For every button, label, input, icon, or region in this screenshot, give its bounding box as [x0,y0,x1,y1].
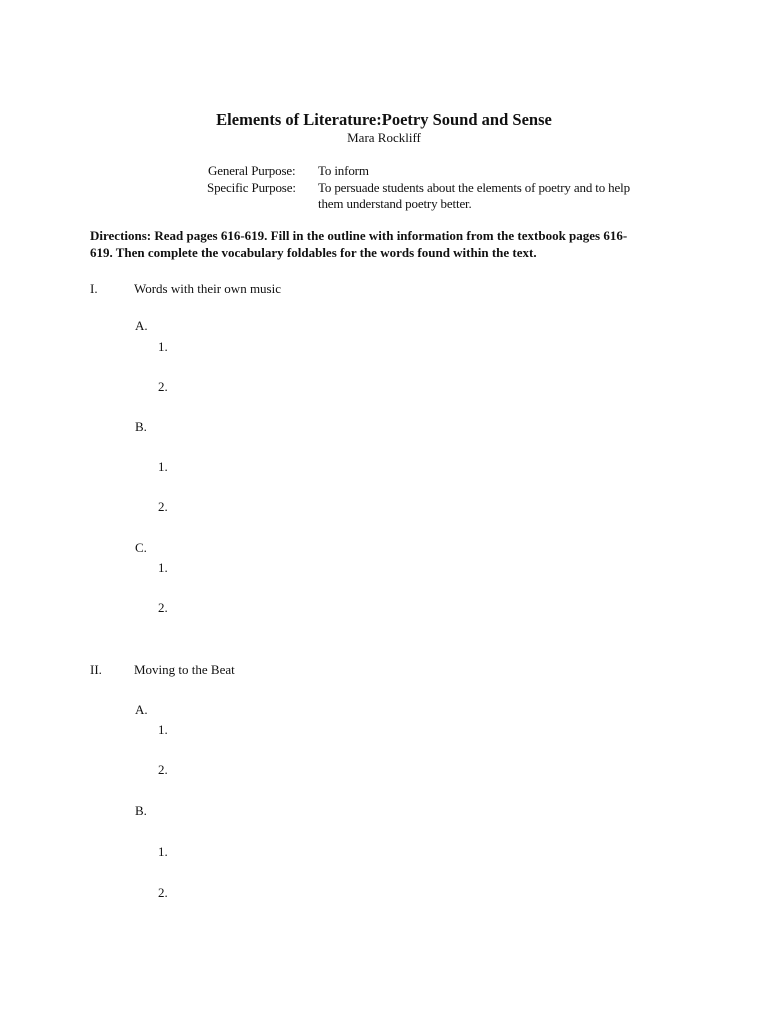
outline-2-b-item-1: 1. [158,844,168,859]
general-purpose-value: To inform [318,163,369,178]
outline-2-b-item-2: 2. [158,885,168,900]
outline-numeral-2: II. [90,662,102,677]
directions-line1: Directions: Read pages 616-619. Fill in the outline with information from the textbook pages 616- [90,228,628,243]
document-author: Mara Rockliff [347,130,421,145]
outline-1-b-item-2: 2. [158,499,168,514]
directions-paragraph [90,228,682,261]
outline-1-b-item-1: 1. [158,459,168,474]
outline-1-c-item-1: 1. [158,560,168,575]
outline-heading-2: Moving to the Beat [134,662,235,677]
specific-purpose-value-line2: them understand poetry better. [318,196,472,211]
outline-2-a-item-1: 1. [158,722,168,737]
outline-1-c-item-2: 2. [158,600,168,615]
general-purpose-label: General Purpose: [208,163,296,178]
specific-purpose-label: Specific Purpose: [207,180,296,195]
outline-1-a-item-2: 2. [158,379,168,394]
outline-2-a-item-2: 2. [158,762,168,777]
document-title: Elements of Literature:Poetry Sound and Sense [216,110,552,129]
outline-1-a-item-1: 1. [158,339,168,354]
outline-numeral-1: I. [90,281,98,296]
outline-1-letter-a: A. [135,318,148,333]
directions-line2: 619. Then complete the vocabulary foldables for the words found within the text. [90,244,537,260]
outline-1-letter-c: C. [135,540,147,555]
outline-2-letter-a: A. [135,702,148,717]
outline-2-letter-b: B. [135,803,147,818]
outline-1-letter-b: B. [135,419,147,434]
outline-heading-1: Words with their own music [134,281,281,296]
specific-purpose-value-line1: To persuade students about the elements of poetry and to help [318,180,630,195]
